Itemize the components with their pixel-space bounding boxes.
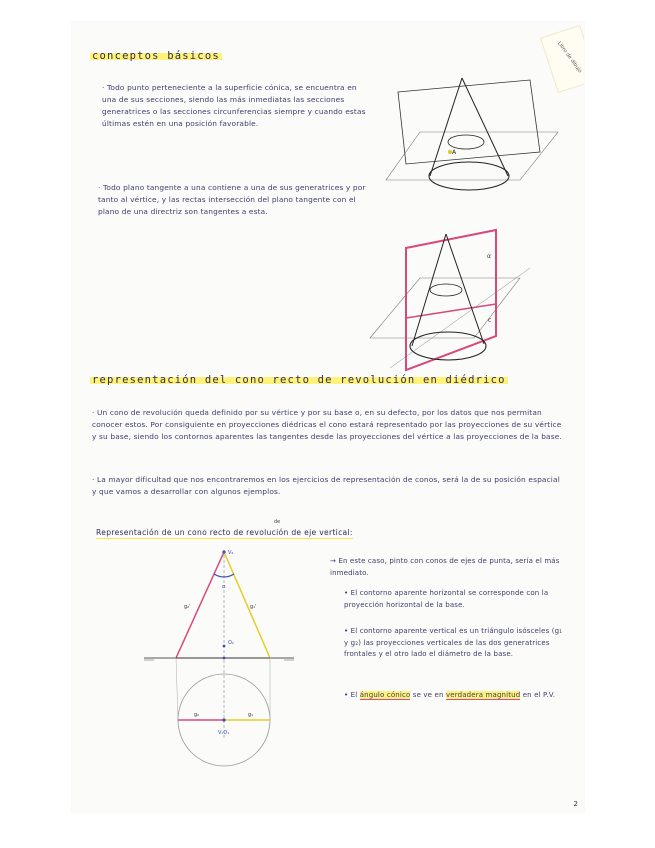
label-g-bottom-right: g₁ [248,712,254,718]
paragraph-plano-tangente: · Todo plano tangente a una contiene a una de sus generatrices y por tanto al vértice, y las rectas intersección del plano tangente con el plano de una directriz son tangentes a esta. [98,183,366,216]
note-angulo-conico: • El ángulo cónico se ve en verdadera magnitud en el P.V. [344,691,556,699]
cone-section-figure [390,72,560,202]
paragraph-cono-revolucion: · Un cono de revolución queda definido por su vértice y por su base o, en su defecto, por los datos que nos permitan conocer estos. Por consiguiente en proyecciones diédricas el cono estará representado por las proyecciones de su vértice y su base, siendo los contornos aparentes las tangentes desde las proyecciones del vértice a las proyecciones de la base. [92,408,562,441]
fig2-label-bottom: c [488,317,492,324]
section-title-conceptos: conceptos básicos [92,50,220,62]
note-contorno-horizontal: • El contorno aparente horizontal se corresponde con la proyección horizontal de la base. [344,589,549,609]
subtitle-eje-vertical: Representación de un cono recto de revolución de eje vertical: [96,528,353,537]
fig2-label-top: α [487,253,491,260]
label-v-top: V₂ [228,550,234,556]
paragraph-mayor-dificultad: · La mayor dificultad que nos encontraremos en los ejercicios de representación de conos, será la de su posición espacial y que vamos a desarrollar con algunos ejemplos. [92,475,560,496]
inserted-word: de [274,519,281,525]
paragraph-punto-superficie: · Todo punto perteneciente a la superficie cónica, se encuentra en una de sus secciones, siendo las más inmediatas las secciones generatrices o las secciones circunferencias siempre y cuando estas últimas estén en una posición favorable. [102,83,366,128]
label-g-bottom-left: g₂ [194,712,200,718]
fig1-point-label: A [452,149,457,156]
note-ejes-punta: → En este caso, pinto con conos de ejes de punta, sería el más inmediato. [330,557,560,577]
notebook-page [72,22,584,812]
label-alpha: α [222,584,226,590]
label-g-left: g₂' [184,604,191,610]
label-v-bottom: V₁O₁ [218,730,230,736]
label-g-right: g₁' [250,604,257,610]
cone-tangent-plane-figure [370,218,560,378]
section-title-representacion: representación del cono recto de revolución en diédrico [92,374,506,386]
cone-diedric-diagram [144,550,304,766]
label-center: O₂ [228,640,234,646]
note-contorno-vertical: • El contorno aparente vertical es un triángulo isósceles (g₁ y g₂) las proyecciones verticales de las dos generatrices frontales y el otro lado el diámetro de la base. [344,627,563,658]
page-number: 2 [573,800,578,808]
sticky-note-text: Libro de dibujo [556,40,583,75]
